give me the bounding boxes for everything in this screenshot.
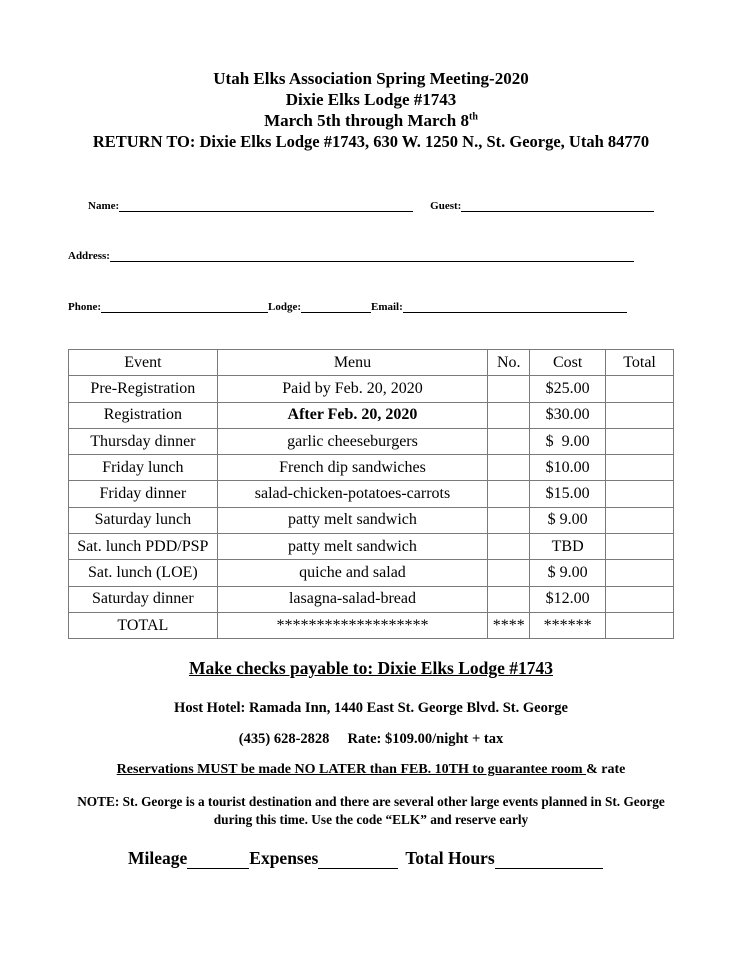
menu-cell: patty melt sandwich	[217, 534, 488, 560]
event-cell: Registration	[69, 402, 218, 428]
grand-total-cell[interactable]	[606, 612, 674, 638]
total-cell[interactable]	[606, 560, 674, 586]
total-row	[69, 612, 674, 638]
quantity-cell[interactable]	[488, 560, 530, 586]
column-header-no: No.	[488, 350, 530, 376]
address-field[interactable]	[110, 250, 634, 262]
table-row	[69, 376, 674, 402]
table-row	[69, 586, 674, 612]
menu-cell: patty melt sandwich	[217, 507, 488, 533]
reservations-notice	[0, 762, 742, 778]
quantity-cell[interactable]	[488, 481, 530, 507]
quantity-cell: ****	[488, 612, 530, 638]
menu-cell: Paid by Feb. 20, 2020	[217, 376, 488, 402]
cost-cell: $10.00	[530, 455, 606, 481]
reservations-text: Reservations MUST be made NO LATER than FEB. 10TH to guarantee room	[116, 762, 587, 777]
menu-cell: *******************	[217, 612, 488, 638]
table-row	[69, 402, 674, 428]
hotel-phone-rate: (435) 628-2828 Rate: $109.00/night + tax	[238, 731, 504, 747]
phone-label: Phone:	[68, 301, 101, 313]
total-hours-label: Total Hours	[405, 848, 495, 868]
expenses-field[interactable]	[318, 853, 398, 869]
quantity-cell[interactable]	[488, 455, 530, 481]
total-cell[interactable]	[606, 534, 674, 560]
guest-label: Guest:	[430, 200, 462, 212]
total-cell[interactable]	[606, 507, 674, 533]
cost-cell: TBD	[530, 534, 606, 560]
note-text: NOTE: St. George is a tourist destination and there are several other large events planned in St. George during this time. Use the code “ELK” and reserve early	[77, 794, 665, 827]
total-hours-field[interactable]	[495, 853, 603, 869]
footer-fields	[128, 848, 603, 869]
menu-cell: French dip sandwiches	[217, 455, 488, 481]
menu-cell: After Feb. 20, 2020	[217, 402, 488, 428]
phone-lodge-email-row	[68, 301, 627, 313]
expenses-label: Expenses	[249, 848, 319, 868]
name-guest-row	[88, 200, 654, 212]
address-row	[68, 250, 634, 262]
lodge-field[interactable]	[301, 301, 371, 313]
host-hotel: Host Hotel: Ramada Inn, 1440 East St. George Blvd. St. George	[174, 700, 568, 716]
event-cell: Saturday dinner	[69, 586, 218, 612]
mileage-field[interactable]	[187, 853, 249, 869]
meeting-dates	[0, 110, 742, 131]
dates-text: March 5th through March 8	[264, 111, 470, 130]
dates-suffix: th	[469, 111, 478, 123]
event-cell: Saturday lunch	[69, 507, 218, 533]
quantity-cell[interactable]	[488, 586, 530, 612]
table-header-row	[69, 350, 674, 376]
cost-cell: $ 9.00	[530, 428, 606, 454]
quantity-cell[interactable]	[488, 376, 530, 402]
total-cell[interactable]	[606, 481, 674, 507]
menu-cell: quiche and salad	[217, 560, 488, 586]
return-address: RETURN TO: Dixie Elks Lodge #1743, 630 W. 1250 N., St. George, Utah 84770	[92, 132, 650, 151]
name-label: Name:	[88, 200, 120, 212]
event-cell: Thursday dinner	[69, 428, 218, 454]
column-header-cost: Cost	[530, 350, 606, 376]
guest-field[interactable]	[461, 200, 654, 212]
registration-table	[68, 349, 674, 639]
cost-cell: $25.00	[530, 376, 606, 402]
meeting-title: Utah Elks Association Spring Meeting-2020	[213, 69, 529, 88]
total-cell[interactable]	[606, 586, 674, 612]
table-row	[69, 560, 674, 586]
lodge-label: Lodge:	[268, 301, 301, 313]
table-row	[69, 428, 674, 454]
menu-cell: lasagna-salad-bread	[217, 586, 488, 612]
cost-cell: $15.00	[530, 481, 606, 507]
menu-cell: garlic cheeseburgers	[217, 428, 488, 454]
menu-cell: salad-chicken-potatoes-carrots	[217, 481, 488, 507]
event-cell: Friday lunch	[69, 455, 218, 481]
cost-cell: $ 9.00	[530, 560, 606, 586]
mileage-label: Mileage	[128, 848, 188, 868]
total-cell[interactable]	[606, 428, 674, 454]
reservations-tail: & rate	[586, 762, 626, 777]
cost-cell: $ 9.00	[530, 507, 606, 533]
table-row	[69, 534, 674, 560]
payable-to: Make checks payable to: Dixie Elks Lodge #1743	[188, 658, 554, 678]
total-cell[interactable]	[606, 402, 674, 428]
name-field[interactable]	[119, 200, 413, 212]
quantity-cell[interactable]	[488, 428, 530, 454]
email-label: Email:	[371, 301, 403, 313]
cost-cell: $12.00	[530, 586, 606, 612]
cost-cell: ******	[530, 612, 606, 638]
total-cell[interactable]	[606, 376, 674, 402]
event-cell: Sat. lunch PDD/PSP	[69, 534, 218, 560]
quantity-cell[interactable]	[488, 402, 530, 428]
event-cell: Sat. lunch (LOE)	[69, 560, 218, 586]
column-header-menu: Menu	[217, 350, 488, 376]
lodge-name: Dixie Elks Lodge #1743	[285, 90, 457, 109]
cost-cell: $30.00	[530, 402, 606, 428]
event-cell: Friday dinner	[69, 481, 218, 507]
form-header	[0, 68, 742, 152]
quantity-cell[interactable]	[488, 534, 530, 560]
table-row	[69, 455, 674, 481]
quantity-cell[interactable]	[488, 507, 530, 533]
phone-field[interactable]	[101, 301, 268, 313]
email-field[interactable]	[403, 301, 627, 313]
table-row	[69, 507, 674, 533]
event-cell: TOTAL	[69, 612, 218, 638]
table-row	[69, 481, 674, 507]
total-cell[interactable]	[606, 455, 674, 481]
address-label: Address:	[68, 250, 110, 262]
column-header-event: Event	[69, 350, 218, 376]
column-header-total: Total	[606, 350, 674, 376]
event-cell: Pre-Registration	[69, 376, 218, 402]
